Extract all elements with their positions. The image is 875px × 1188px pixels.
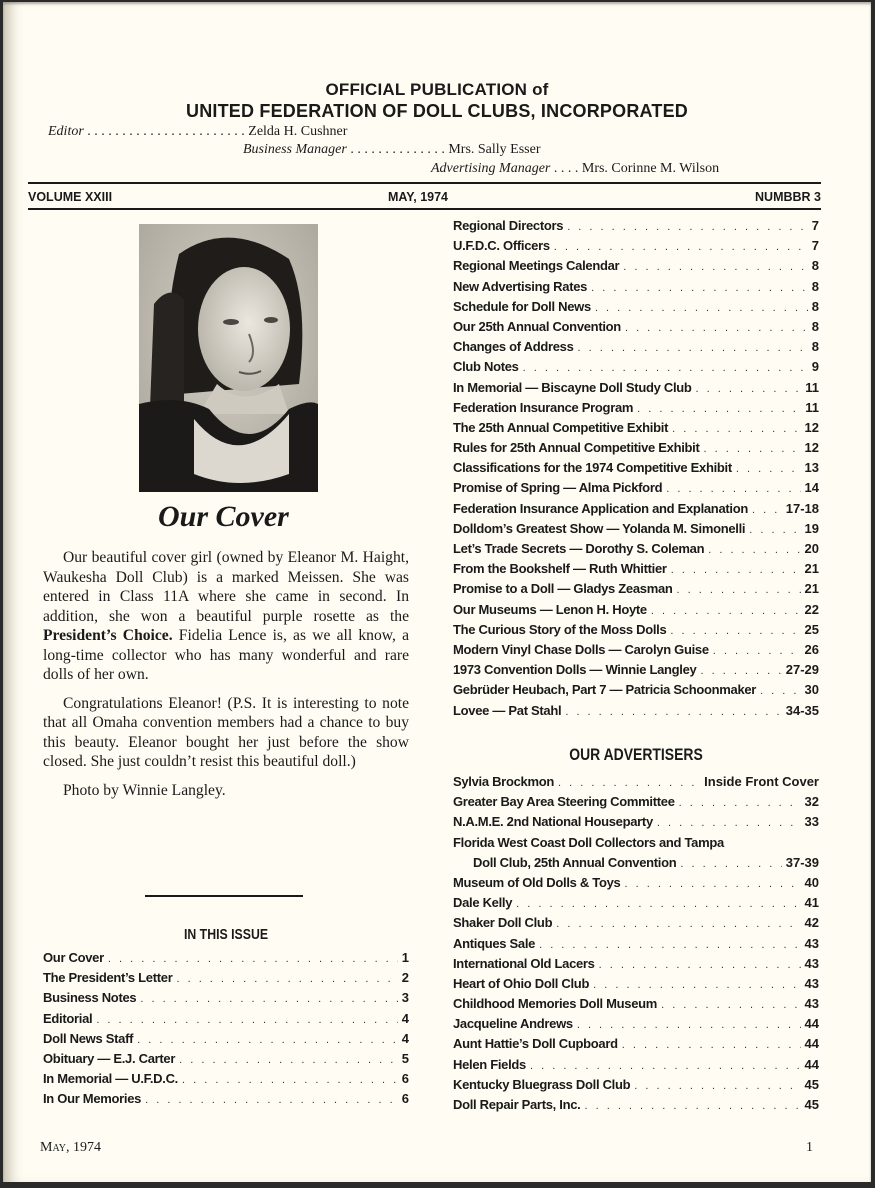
toc-entry bbox=[453, 996, 819, 1016]
entry-title: U.F.D.C. Officers bbox=[453, 238, 550, 254]
entry-title: Promise of Spring — Alma Pickford bbox=[453, 480, 663, 496]
entry-title: Florida West Coast Doll Collectors and Tampa bbox=[453, 834, 724, 850]
entry-title: Regional Meetings Calendar bbox=[453, 258, 620, 274]
entry-page: 44 bbox=[804, 1056, 819, 1072]
masthead-line1: OFFICIAL PUBLICATION of bbox=[325, 80, 549, 99]
footer-page-number: 1 bbox=[806, 1140, 813, 1155]
entry-title: Our Cover bbox=[43, 950, 104, 965]
entry-page: 13 bbox=[804, 460, 819, 476]
toc-entry bbox=[43, 1011, 409, 1031]
entry-title: Lovee — Pat Stahl bbox=[453, 702, 562, 718]
toc-entry bbox=[453, 662, 819, 682]
presidents-choice-text: President’s Choice. bbox=[43, 627, 173, 644]
entry-title: Heart of Ohio Doll Club bbox=[453, 975, 590, 991]
entry-title: Editorial bbox=[43, 1010, 93, 1026]
entry-title: In Our Memories bbox=[43, 1091, 142, 1107]
toc-entry bbox=[453, 956, 819, 976]
footer-date: May, 1974 bbox=[40, 1140, 101, 1155]
entry-title: Obituary — E.J. Carter bbox=[43, 1050, 176, 1066]
leader-dots bbox=[554, 241, 808, 253]
entry-page: 32 bbox=[804, 794, 819, 810]
leader-dots bbox=[625, 322, 808, 334]
entry-title: Federation Insurance Program bbox=[453, 399, 634, 415]
toc-entry bbox=[43, 970, 409, 990]
entry-page: 17-18 bbox=[785, 500, 819, 516]
leader-dots bbox=[578, 342, 808, 354]
business-manager-line bbox=[243, 142, 541, 158]
leader-dots bbox=[595, 302, 808, 314]
entry-page: 45 bbox=[804, 1076, 819, 1092]
leader-dots bbox=[577, 1019, 801, 1031]
entry-page: 25 bbox=[804, 621, 819, 637]
leader-dots bbox=[677, 584, 801, 596]
entry-title: Modern Vinyl Chase Dolls — Carolyn Guise bbox=[453, 641, 709, 657]
entry-page: 6 bbox=[401, 1091, 409, 1107]
toc-entry bbox=[453, 521, 819, 541]
entry-page: 43 bbox=[804, 975, 819, 991]
entry-title: Jacqueline Andrews bbox=[453, 1016, 573, 1032]
entry-page: 44 bbox=[804, 1036, 819, 1052]
leader-dots bbox=[657, 817, 801, 829]
entry-title: Childhood Memories Doll Museum bbox=[453, 996, 658, 1012]
business-manager-label: Business Manager bbox=[243, 142, 347, 157]
leader-dots: . . . . . . . . . . . . . . bbox=[350, 142, 449, 157]
entry-title: Business Notes bbox=[43, 990, 137, 1006]
entry-title: Club Notes bbox=[453, 359, 519, 375]
leader-dots bbox=[623, 261, 807, 273]
toc-entry bbox=[43, 1051, 409, 1071]
our-advertisers-title: OUR ADVERTISERS bbox=[569, 745, 703, 764]
entry-page: 27-29 bbox=[785, 662, 819, 678]
entry-page: 21 bbox=[804, 561, 819, 577]
toc-entry bbox=[453, 561, 819, 581]
leader-dots bbox=[749, 524, 800, 536]
entry-page: 20 bbox=[804, 541, 819, 556]
entry-title: Gebrüder Heubach, Part 7 — Patricia Schoonmaker bbox=[453, 682, 757, 698]
entry-page: 34-35 bbox=[785, 702, 819, 718]
entry-page: 43 bbox=[804, 996, 819, 1012]
entry-title: The Curious Story of the Moss Dolls bbox=[453, 621, 667, 637]
in-this-issue-list bbox=[43, 950, 409, 1112]
entry-page: 6 bbox=[401, 1071, 409, 1087]
toc-entry bbox=[453, 359, 819, 379]
entry-title: The President’s Letter bbox=[43, 970, 173, 986]
entry-page: 26 bbox=[804, 641, 819, 657]
entry-page: 42 bbox=[804, 915, 819, 931]
entry-page: 41 bbox=[804, 895, 819, 911]
toc-entry bbox=[453, 1016, 819, 1036]
toc-entry bbox=[453, 460, 819, 480]
leader-dots bbox=[584, 1100, 800, 1112]
leader-dots bbox=[108, 953, 398, 965]
entry-page: Inside Front Cover bbox=[704, 774, 819, 789]
cover-paragraph-1 bbox=[43, 548, 409, 685]
toc-entry bbox=[453, 541, 819, 561]
leader-dots bbox=[696, 383, 802, 395]
entry-page: 43 bbox=[804, 935, 819, 951]
entry-page: 43 bbox=[804, 955, 819, 971]
leader-dots bbox=[666, 483, 800, 495]
entry-page: 30 bbox=[804, 682, 819, 698]
toc-entry bbox=[453, 682, 819, 702]
cover-paragraph-1-text-end: Fidelia Lence is, as we all know, a long-time collector who has many wonderful and rare dolls of her own. bbox=[43, 627, 409, 683]
leader-dots bbox=[558, 777, 700, 789]
contents-list bbox=[453, 218, 819, 723]
entry-title: From the Bookshelf — Ruth Whittier bbox=[453, 561, 667, 577]
leader-dots bbox=[700, 665, 781, 677]
entry-page: 37-39 bbox=[785, 854, 819, 870]
toc-entry bbox=[453, 895, 819, 915]
entry-title: Our Museums — Lenon H. Hoyte bbox=[453, 601, 647, 617]
entry-title: Dolldom’s Greatest Show — Yolanda M. Simonelli bbox=[453, 520, 746, 536]
toc-entry bbox=[43, 1031, 409, 1051]
entry-page: 11 bbox=[805, 399, 819, 415]
editor-name: Zelda H. Cushner bbox=[248, 124, 348, 139]
entry-title: Museum of Old Dolls & Toys bbox=[453, 874, 621, 890]
business-manager-name: Mrs. Sally Esser bbox=[448, 142, 541, 157]
in-this-issue-title: IN THIS ISSUE bbox=[183, 926, 269, 943]
leader-dots: . . . . bbox=[553, 161, 582, 176]
leader-dots bbox=[760, 685, 800, 697]
toc-entry bbox=[43, 1071, 409, 1091]
top-rule bbox=[28, 182, 821, 184]
masthead-line2: UNITED FEDERATION OF DOLL CLUBS, INCORPORATED bbox=[186, 101, 688, 121]
toc-entry bbox=[453, 218, 819, 238]
toc-entry bbox=[453, 774, 819, 794]
entry-page: 21 bbox=[804, 581, 819, 597]
issue-number: NUMBBR 3 bbox=[755, 190, 821, 204]
leader-dots bbox=[704, 443, 801, 455]
toc-entry bbox=[453, 915, 819, 935]
entry-page: 7 bbox=[811, 238, 819, 254]
cover-article bbox=[43, 548, 409, 800]
leader-dots bbox=[622, 1039, 801, 1051]
issue-date: MAY, 1974 bbox=[388, 190, 448, 204]
entry-title: Kentucky Bluegrass Doll Club bbox=[453, 1076, 631, 1092]
toc-entry bbox=[453, 258, 819, 278]
toc-entry bbox=[43, 990, 409, 1010]
bottom-rule bbox=[28, 208, 821, 210]
toc-entry bbox=[453, 703, 819, 723]
leader-dots bbox=[137, 1034, 398, 1046]
entry-title: 1973 Convention Dolls — Winnie Langley bbox=[453, 662, 697, 678]
toc-entry bbox=[453, 602, 819, 622]
toc-entry bbox=[453, 319, 819, 339]
toc-entry bbox=[453, 420, 819, 440]
toc-entry bbox=[453, 380, 819, 400]
leader-dots bbox=[530, 1060, 801, 1072]
toc-entry bbox=[453, 875, 819, 895]
entry-page: 11 bbox=[805, 379, 819, 395]
entry-page: 45 bbox=[804, 1097, 819, 1112]
toc-entry bbox=[453, 339, 819, 359]
leader-dots bbox=[516, 898, 800, 910]
leader-dots bbox=[599, 959, 801, 971]
toc-entry bbox=[453, 1036, 819, 1056]
leader-dots bbox=[670, 625, 800, 637]
cover-doll-photo bbox=[139, 224, 318, 492]
entry-title: Our 25th Annual Convention bbox=[453, 318, 621, 334]
entry-page: 33 bbox=[804, 814, 819, 830]
entry-page: 2 bbox=[401, 970, 409, 986]
photo-credit: Photo by Winnie Langley. bbox=[63, 781, 226, 799]
cover-paragraph-1-text: Our beautiful cover girl (owned by Eleanor M. Haight, Waukesha Doll Club) is a marked Meissen. She was entered in Class 11A where she came in second. In addition, she won a beautiful purple rosette as the bbox=[43, 549, 409, 625]
entry-page: 19 bbox=[804, 520, 819, 536]
advertising-manager-label: Advertising Manager bbox=[431, 161, 551, 176]
toc-entry bbox=[453, 238, 819, 258]
editor-line bbox=[48, 124, 347, 140]
leader-dots: . . . . . . . . . . . . . . . . . . . . . . . bbox=[87, 124, 249, 139]
entry-title: Federation Insurance Application and Explanation bbox=[453, 500, 748, 516]
entry-title: Changes of Address bbox=[453, 339, 574, 355]
entry-title: International Old Lacers bbox=[453, 955, 595, 971]
entry-page: 9 bbox=[811, 359, 819, 375]
entry-page: 1 bbox=[401, 950, 409, 965]
entry-page: 8 bbox=[811, 339, 819, 355]
entry-title: Rules for 25th Annual Competitive Exhibit bbox=[453, 440, 700, 456]
entry-page: 44 bbox=[804, 1016, 819, 1032]
magazine-page bbox=[3, 2, 871, 1182]
leader-dots bbox=[145, 1094, 398, 1106]
entry-page: 8 bbox=[811, 258, 819, 274]
toc-entry bbox=[453, 1077, 819, 1097]
entry-page: 3 bbox=[401, 990, 409, 1006]
entry-title: Sylvia Brockmon bbox=[453, 774, 554, 789]
toc-entry bbox=[453, 976, 819, 996]
toc-entry bbox=[453, 642, 819, 662]
entry-page: 12 bbox=[804, 419, 819, 435]
leader-dots bbox=[182, 1074, 398, 1086]
advertising-manager-line bbox=[431, 161, 719, 177]
leader-dots bbox=[708, 544, 800, 556]
leader-dots bbox=[176, 973, 397, 985]
leader-dots bbox=[539, 939, 800, 951]
entry-title: Schedule for Doll News bbox=[453, 298, 591, 314]
leader-dots bbox=[556, 918, 800, 930]
entry-title: N.A.M.E. 2nd National Houseparty bbox=[453, 814, 653, 830]
leader-dots bbox=[752, 504, 782, 516]
toc-entry bbox=[453, 400, 819, 420]
entry-page: 12 bbox=[804, 440, 819, 456]
toc-entry bbox=[453, 299, 819, 319]
entry-title: In Memorial — Biscayne Doll Study Club bbox=[453, 379, 692, 395]
entry-title: Doll News Staff bbox=[43, 1030, 134, 1046]
cover-paragraph-2: Congratulations Eleanor! (P.S. It is interesting to note that all Omaha convention members had a chance to buy this beauty. Eleanor bought her just before the show closed. She just couldn’t resist this beautiful doll.) bbox=[43, 694, 409, 770]
leader-dots bbox=[713, 645, 801, 657]
entry-title: In Memorial — U.F.D.C. bbox=[43, 1071, 178, 1087]
entry-title: Doll Club, 25th Annual Convention bbox=[473, 854, 677, 870]
entry-title: Antiques Sale bbox=[453, 935, 536, 951]
entry-page: 8 bbox=[811, 278, 819, 294]
entry-title: The 25th Annual Competitive Exhibit bbox=[453, 419, 669, 435]
leader-dots bbox=[661, 999, 800, 1011]
advertising-manager-name: Mrs. Corinne M. Wilson bbox=[581, 161, 720, 176]
entry-page: 4 bbox=[401, 1010, 409, 1026]
leader-dots bbox=[96, 1014, 397, 1026]
editor-label: Editor bbox=[48, 124, 84, 139]
toc-entry bbox=[43, 1091, 409, 1111]
toc-entry bbox=[453, 622, 819, 642]
entry-title: Promise to a Doll — Gladys Zeasman bbox=[453, 581, 673, 597]
volume-label: VOLUME XXIII bbox=[28, 190, 113, 204]
leader-dots bbox=[634, 1080, 800, 1092]
leader-dots bbox=[680, 858, 781, 870]
leader-dots bbox=[736, 463, 801, 475]
entry-page: 4 bbox=[401, 1030, 409, 1046]
toc-entry bbox=[453, 855, 819, 875]
leader-dots bbox=[565, 706, 781, 718]
entry-title: New Advertising Rates bbox=[453, 278, 588, 294]
entry-page: 22 bbox=[804, 601, 819, 617]
entry-title: Dale Kelly bbox=[453, 895, 513, 911]
toc-entry bbox=[453, 1057, 819, 1077]
entry-page: 8 bbox=[811, 298, 819, 314]
our-cover-heading: Our Cover bbox=[158, 500, 289, 533]
leader-dots bbox=[140, 993, 397, 1005]
leader-dots bbox=[651, 605, 801, 617]
leader-dots bbox=[672, 423, 800, 435]
entry-page: 40 bbox=[804, 874, 819, 890]
entry-title: Let’s Trade Secrets — Dorothy S. Coleman bbox=[453, 541, 705, 556]
toc-entry bbox=[453, 794, 819, 814]
entry-page: 14 bbox=[804, 480, 819, 496]
entry-title: Regional Directors bbox=[453, 218, 564, 233]
leader-dots bbox=[679, 797, 801, 809]
leader-dots bbox=[523, 362, 808, 374]
toc-entry bbox=[453, 936, 819, 956]
toc-entry bbox=[453, 814, 819, 834]
entry-title: Shaker Doll Club bbox=[453, 915, 553, 931]
entry-page: 5 bbox=[401, 1050, 409, 1066]
toc-entry bbox=[453, 440, 819, 460]
leader-dots bbox=[637, 403, 801, 415]
toc-entry bbox=[453, 501, 819, 521]
leader-dots bbox=[591, 282, 808, 294]
leader-dots bbox=[671, 564, 801, 576]
entry-title: Aunt Hattie’s Doll Cupboard bbox=[453, 1036, 618, 1052]
leader-dots bbox=[179, 1054, 398, 1066]
section-divider bbox=[145, 895, 303, 897]
entry-page: 8 bbox=[811, 318, 819, 334]
toc-entry bbox=[43, 950, 409, 970]
leader-dots bbox=[624, 878, 800, 890]
advertisers-list bbox=[453, 774, 819, 1117]
entry-title: Helen Fields bbox=[453, 1056, 526, 1072]
toc-entry bbox=[453, 279, 819, 299]
toc-entry bbox=[453, 1097, 819, 1117]
toc-entry bbox=[453, 480, 819, 500]
doll-portrait-image bbox=[139, 224, 318, 492]
entry-title: Doll Repair Parts, Inc. bbox=[453, 1097, 581, 1112]
toc-entry bbox=[453, 835, 819, 855]
entry-title: Greater Bay Area Steering Committee bbox=[453, 794, 675, 810]
toc-entry bbox=[453, 581, 819, 601]
leader-dots bbox=[593, 979, 800, 991]
leader-dots bbox=[567, 221, 808, 233]
entry-page: 7 bbox=[811, 218, 819, 233]
entry-title: Classifications for the 1974 Competitive Exhibit bbox=[453, 460, 732, 476]
